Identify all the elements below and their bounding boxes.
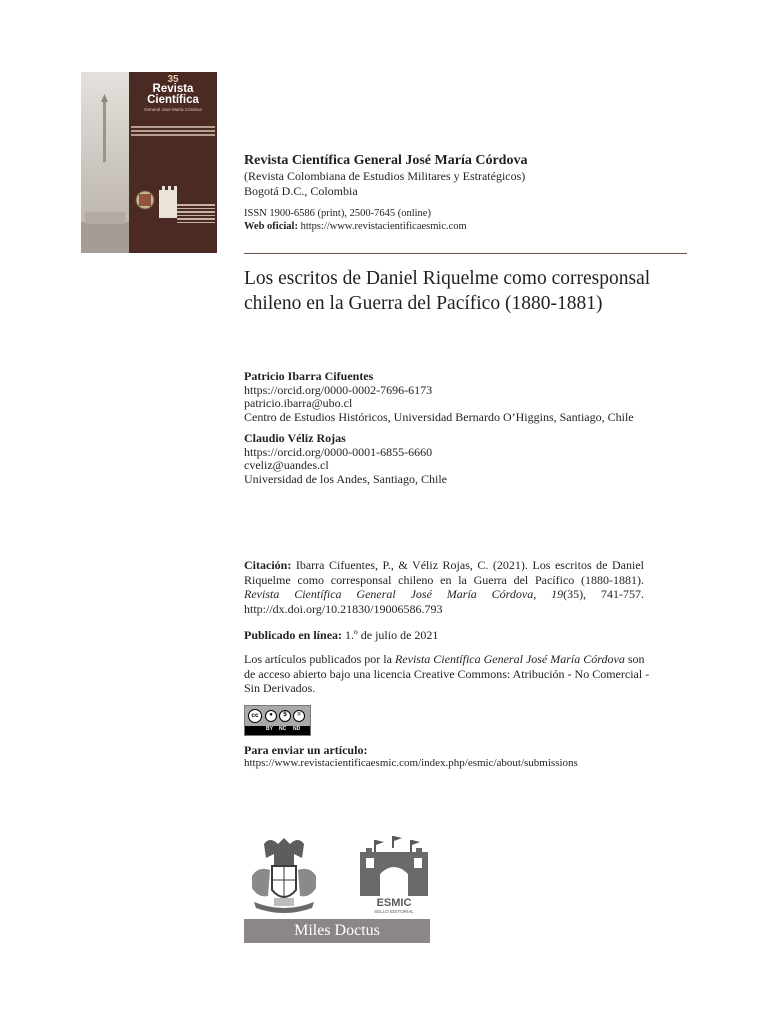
article-title: Los escritos de Daniel Riquelme como corresponsal chileno en la Guerra del Pacífico (1880-1881) [244, 268, 651, 314]
logos-svg [244, 836, 434, 916]
cover-volume-info [177, 204, 215, 225]
noderivatives-icon: = [293, 710, 305, 722]
published-date: 1.º de julio de 2021 [342, 628, 439, 642]
esmic-castle-icon [360, 836, 428, 896]
journal-issn: ISSN 1900-6586 (print), 2500-7645 (online) [244, 208, 431, 219]
author-name: Patricio Ibarra Cifuentes [244, 369, 374, 383]
web-link[interactable]: https://www.revistacientificaesmic.com [300, 221, 467, 232]
journal-web [244, 221, 467, 232]
author-affiliation: Centro de Estudios Históricos, Universidad Bernardo O’Higgins, Santiago, Chile [244, 409, 634, 424]
cover-issue-number: 35 [167, 74, 179, 85]
cc-icon: cc [248, 709, 262, 723]
journal-location: Bogotá D.C., Colombia [244, 184, 358, 198]
published-label: Publicado en línea: [244, 628, 343, 642]
cc-license-badge[interactable] [244, 705, 311, 736]
cover-photo [81, 72, 129, 253]
web-label: Web oficial: [244, 221, 298, 232]
journal-name: Revista Científica General José María Córdova [244, 153, 528, 168]
cc-by-label: BY [266, 726, 273, 732]
header-divider [244, 253, 687, 254]
noncommercial-icon: $ [279, 710, 291, 722]
author-name: Claudio Véliz Rojas [244, 431, 346, 445]
institution-logos [244, 836, 434, 921]
cc-nc-label: NC [279, 726, 287, 732]
miles-doctus-banner: Miles Doctus [244, 919, 430, 943]
cc-nd-label: ND [293, 726, 301, 732]
esmic-logo-text: ESMIC [376, 897, 412, 909]
citation: Citación: Ibarra Cifuentes, P., & Véliz Rojas, C. (2021). Los escritos de Daniel Riquelme como corresponsal chileno en la Guerra del Pacífico (1880-1881). Revista Científica General José María Córdova, 19(35), 741-757. http://dx.doi.org/10.21830/19006586.793 [244, 558, 644, 616]
esmic-logo-subtext: SELLO EDITORIAL [374, 909, 414, 914]
attribution-icon: ● [265, 710, 277, 722]
cover-text-lines [131, 126, 215, 138]
author-orcid[interactable]: https://orcid.org/0000-0001-6855-6660 [244, 444, 433, 459]
journal-subtitle: (Revista Colombiana de Estudios Militares y Estratégicos) [244, 169, 526, 183]
author-email[interactable]: cveliz@uandes.cl [244, 458, 329, 472]
author-affiliation: Universidad de los Andes, Santiago, Chile [244, 471, 447, 486]
submission-label: Para enviar un artículo: [244, 743, 368, 757]
author-block [244, 370, 704, 424]
submission-link[interactable]: https://www.revistacientificaesmic.com/index.php/esmic/about/submissions [244, 757, 578, 769]
cover-title: Revista Científica [147, 83, 199, 106]
journal-cover [81, 72, 217, 253]
published-online [244, 628, 438, 643]
author-orcid[interactable]: https://orcid.org/0000-0002-7696-6173 [244, 382, 433, 397]
author-block [244, 432, 704, 486]
cover-monument-illustration [81, 72, 129, 253]
cover-subtitle: General José María Córdova [144, 107, 202, 112]
coat-of-arms-icon [252, 838, 316, 913]
license-text: Los artículos publicados por la Revista Científica General José María Córdova son de acceso abierto bajo una licencia Creative Commons: Atribución - No Comercial - Sin Derivados. [244, 652, 650, 695]
author-email[interactable]: patricio.ibarra@ubo.cl [244, 396, 353, 410]
citation-doi[interactable]: (35), 741-757. http://dx.doi.org/10.21830/19006586.793 [244, 587, 644, 616]
citation-label: Citación: [244, 558, 292, 572]
